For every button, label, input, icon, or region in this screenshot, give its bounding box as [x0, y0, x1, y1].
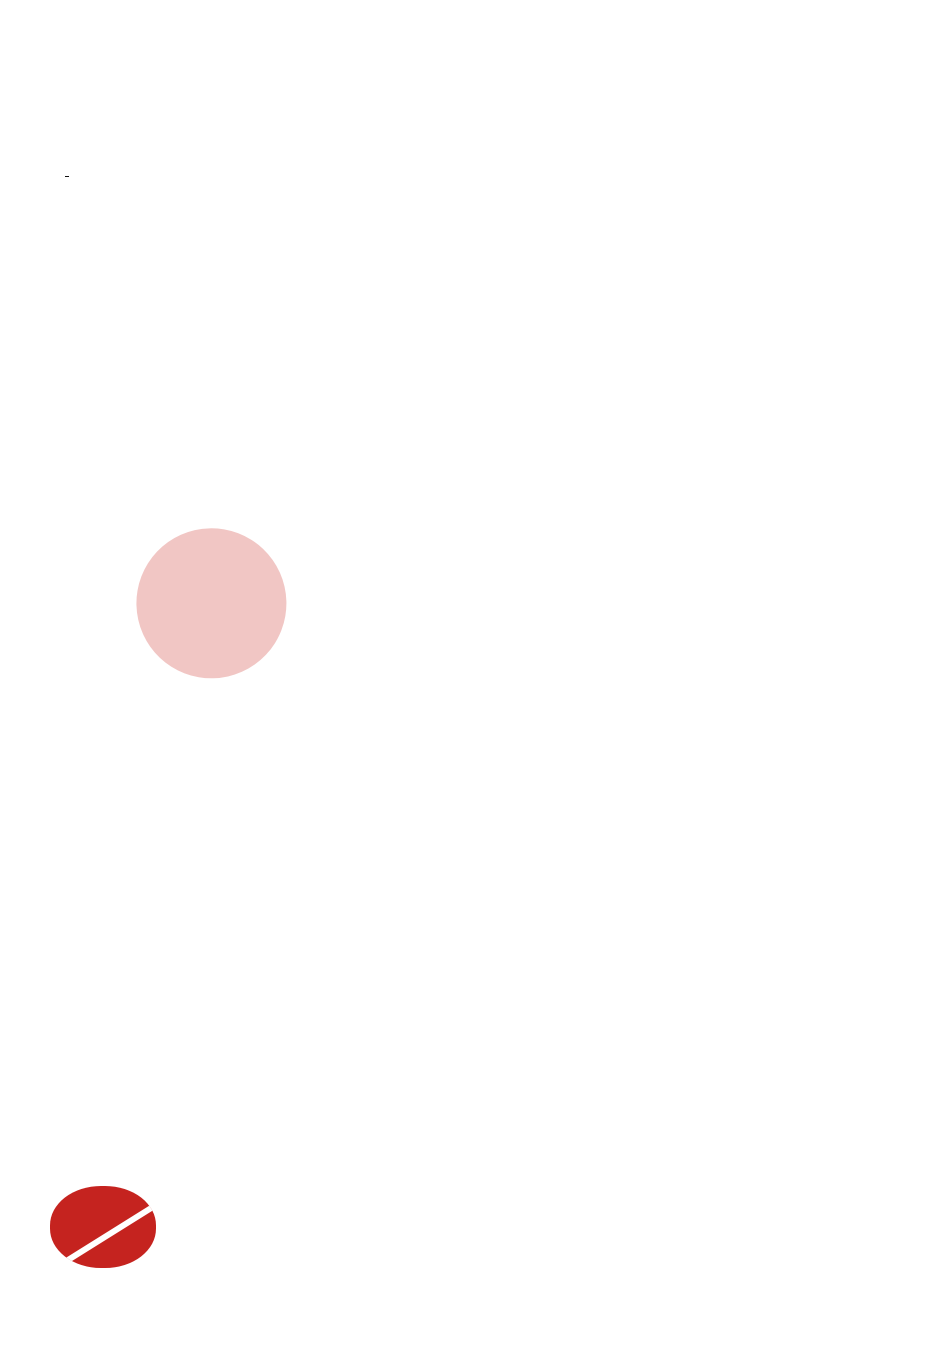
- lyrics-line-2b: [55, 712, 885, 739]
- key-signature: [55, 153, 69, 177]
- brand-seal-logo-icon: [50, 1186, 156, 1268]
- melody-line-1: [55, 392, 885, 419]
- time-signature: [65, 176, 69, 177]
- chord-row: [55, 478, 885, 548]
- melody-line-2: [55, 652, 885, 679]
- lyrics-line-2a: [55, 686, 885, 713]
- lyrics-line-1b: [55, 447, 885, 474]
- watermark: [112, 248, 887, 706]
- lyrics-line-1a: [55, 421, 885, 448]
